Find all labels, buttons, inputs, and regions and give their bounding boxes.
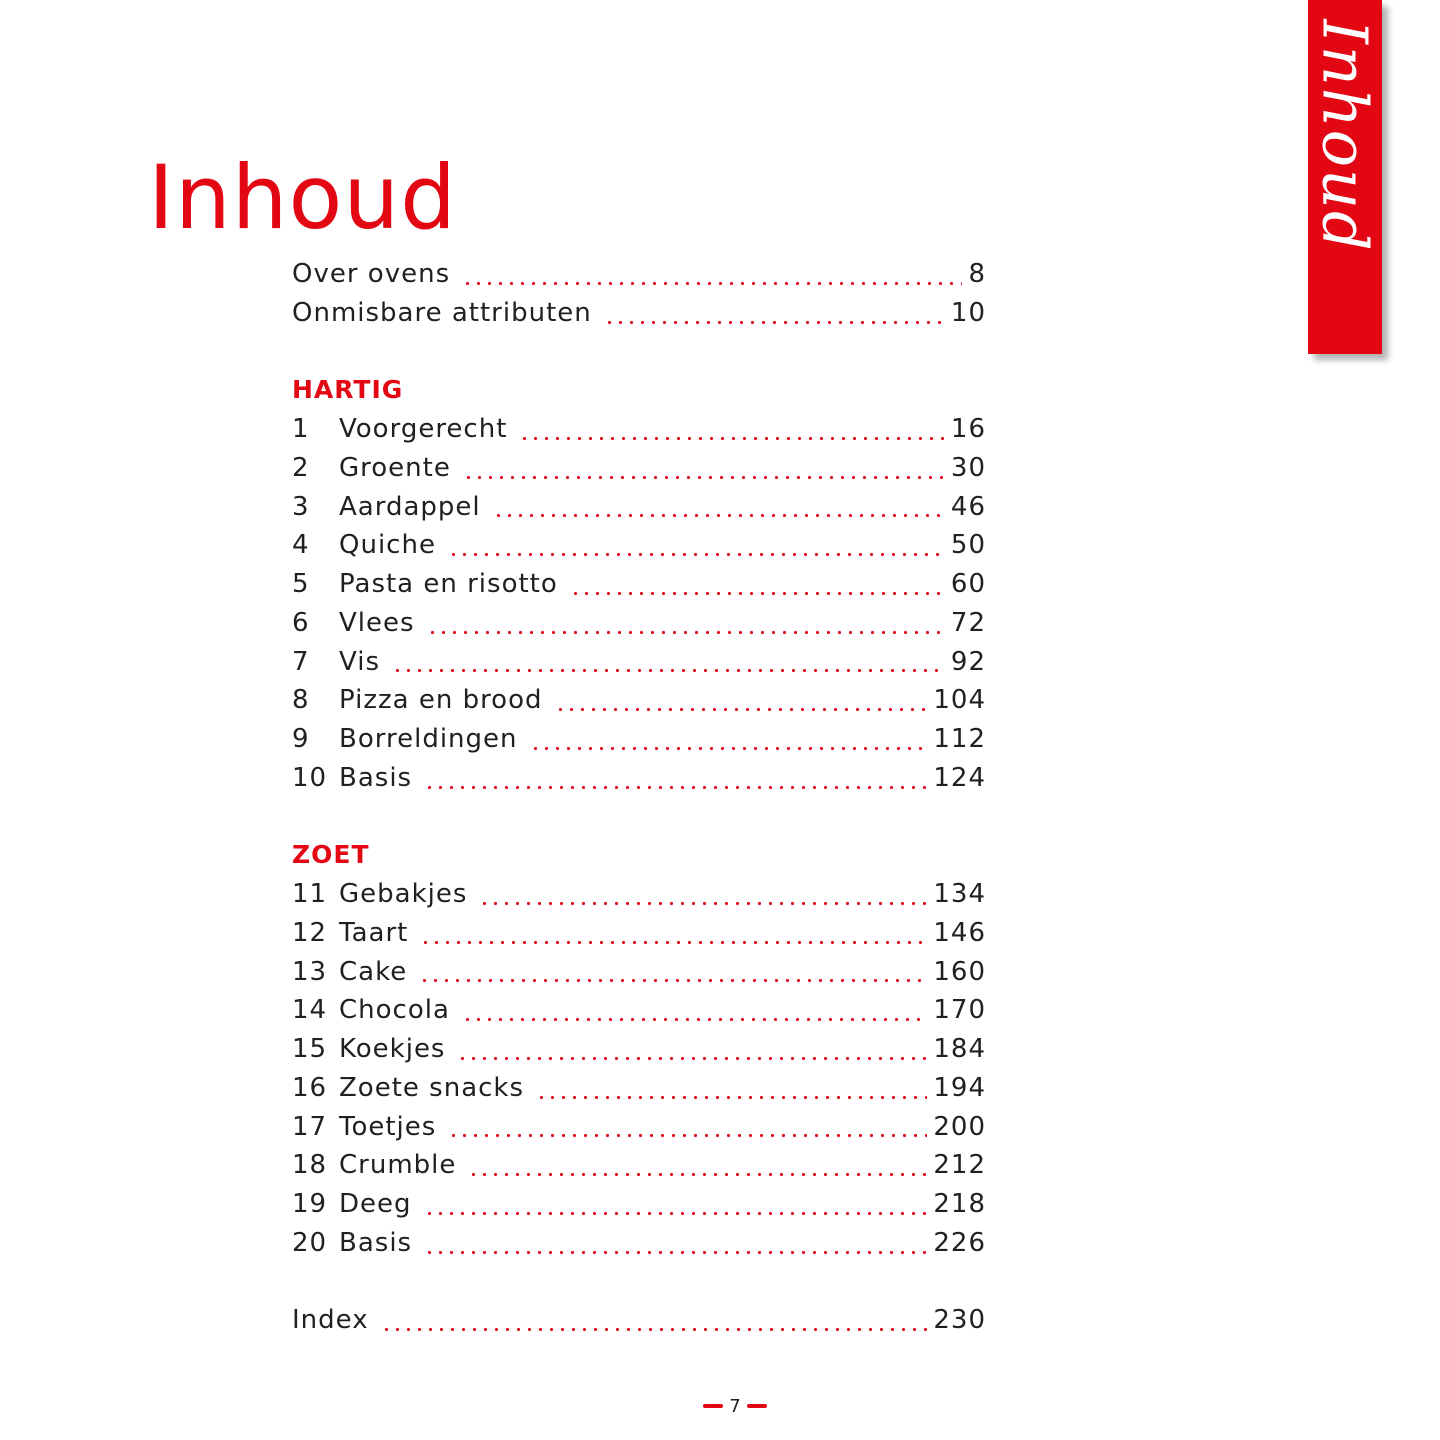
toc-label: Pizza en brood: [339, 685, 543, 716]
chapter-number: 13: [292, 956, 328, 987]
toc-row[interactable]: [292, 449, 986, 488]
toc-label: Voorgerecht: [339, 414, 508, 444]
toc-label: Vlees: [339, 607, 415, 638]
chapter-number: 7: [292, 646, 310, 677]
toc-row[interactable]: [292, 410, 986, 449]
toc-row[interactable]: [292, 488, 986, 527]
toc-row[interactable]: [292, 991, 986, 1030]
toc-row[interactable]: [292, 720, 986, 759]
toc-label: Over ovens: [292, 259, 451, 289]
toc-row[interactable]: [292, 1146, 986, 1185]
dot-leader: [519, 437, 945, 440]
toc-row-intro-1[interactable]: [292, 255, 986, 294]
chapter-number: 12: [292, 917, 328, 948]
table-of-contents: [292, 255, 986, 1340]
chapter-number: 4: [292, 530, 310, 561]
toc-label: Gebakjes: [339, 879, 468, 909]
toc-page-number: 226: [933, 1227, 986, 1258]
toc-page-number: 218: [933, 1189, 986, 1219]
toc-row[interactable]: [292, 875, 986, 914]
dot-leader: [530, 747, 928, 750]
toc-label: Crumble: [339, 1150, 457, 1181]
chapter-number: 9: [292, 724, 310, 754]
chapter-number: 11: [292, 879, 328, 909]
side-tab-label: Inhoud: [1308, 19, 1382, 253]
toc-row[interactable]: [292, 604, 986, 643]
dot-leader: [420, 941, 927, 944]
section-heading-hartig: HARTIG: [292, 375, 404, 405]
dot-leader: [463, 476, 945, 479]
side-tab: [1308, 0, 1382, 354]
toc-page-number: 212: [933, 1150, 986, 1181]
toc-page-number: 46: [950, 491, 986, 522]
chapter-number: 1: [292, 414, 310, 444]
toc-row[interactable]: [292, 565, 986, 604]
toc-label: Cake: [339, 956, 408, 987]
toc-page-number: 60: [950, 569, 986, 599]
dot-leader: [555, 708, 928, 711]
toc-label: Deeg: [339, 1189, 412, 1219]
toc-label: Basis: [339, 762, 413, 793]
toc-row-index[interactable]: [292, 1301, 986, 1340]
dot-leader: [424, 1251, 927, 1254]
toc-label: Koekjes: [339, 1034, 446, 1064]
dot-leader: [604, 321, 945, 324]
chapter-number: 18: [292, 1150, 328, 1181]
toc-row-intro-2[interactable]: [292, 294, 986, 333]
toc-row[interactable]: [292, 1224, 986, 1263]
dot-leader: [462, 282, 962, 285]
chapter-number: 6: [292, 607, 310, 638]
toc-row[interactable]: [292, 526, 986, 565]
toc-page-number: 30: [950, 452, 986, 483]
dot-leader: [536, 1096, 927, 1099]
dot-leader: [419, 979, 927, 982]
dot-leader: [392, 669, 945, 672]
page-number: 7: [729, 1395, 741, 1417]
spacer: [292, 798, 986, 837]
dot-leader: [493, 514, 945, 517]
page-footer: [700, 1392, 770, 1420]
dot-leader: [570, 592, 945, 595]
chapter-number: 17: [292, 1111, 328, 1142]
dot-leader: [427, 631, 945, 634]
chapter-number: 8: [292, 685, 310, 716]
toc-row[interactable]: [292, 1069, 986, 1108]
chapter-number: 16: [292, 1072, 328, 1103]
toc-page-number: 92: [950, 646, 986, 677]
toc-page-number: 104: [933, 685, 986, 716]
chapter-number: 2: [292, 452, 310, 483]
footer-dash-right: [747, 1404, 767, 1408]
toc-row[interactable]: [292, 914, 986, 953]
dot-leader: [424, 1212, 928, 1215]
toc-label: Borreldingen: [339, 724, 518, 754]
spacer: [292, 333, 986, 372]
toc-page-number: 170: [933, 995, 986, 1026]
toc-page-number: 194: [933, 1072, 986, 1103]
toc-page-number: 112: [933, 724, 986, 754]
toc-page-number: 200: [933, 1111, 986, 1142]
toc-label: Toetjes: [339, 1111, 437, 1142]
toc-page-number: 72: [950, 607, 986, 638]
toc-page-number: 124: [933, 762, 986, 793]
toc-page-number: 8: [968, 259, 986, 289]
dot-leader: [448, 553, 945, 556]
chapter-number: 15: [292, 1034, 328, 1064]
toc-label: Basis: [339, 1227, 413, 1258]
dot-leader: [468, 1173, 927, 1176]
chapter-number: 20: [292, 1227, 328, 1258]
toc-page-number: 184: [933, 1034, 986, 1064]
page-title: Inhoud: [148, 146, 457, 249]
toc-page-number: 134: [933, 879, 986, 909]
footer-dash-left: [703, 1404, 723, 1408]
dot-leader: [457, 1057, 927, 1060]
toc-row[interactable]: [292, 681, 986, 720]
dot-leader: [479, 902, 927, 905]
toc-label: Quiche: [339, 530, 436, 561]
toc-row[interactable]: [292, 1108, 986, 1147]
toc-page-number: 50: [950, 530, 986, 561]
dot-leader: [424, 786, 927, 789]
toc-row[interactable]: [292, 953, 986, 992]
chapter-number: 3: [292, 491, 310, 522]
toc-page-number: 16: [950, 414, 986, 444]
toc-row[interactable]: [292, 643, 986, 682]
toc-page-number: 10: [950, 297, 986, 328]
toc-label: Onmisbare attributen: [292, 297, 592, 328]
toc-row[interactable]: [292, 1030, 986, 1069]
toc-label: Zoete snacks: [339, 1072, 525, 1103]
toc-page-number: 146: [933, 917, 986, 948]
toc-label: Vis: [339, 646, 380, 677]
dot-leader: [462, 1018, 927, 1021]
dot-leader: [381, 1328, 928, 1331]
chapter-number: 19: [292, 1189, 328, 1219]
section-heading-zoet: ZOET: [292, 840, 370, 870]
toc-page-number: 230: [933, 1305, 986, 1336]
toc-label: Taart: [339, 917, 409, 948]
chapter-number: 10: [292, 762, 328, 793]
toc-row[interactable]: [292, 1185, 986, 1224]
chapter-number: 14: [292, 995, 328, 1026]
chapter-number: 5: [292, 569, 310, 599]
toc-label: Index: [292, 1305, 369, 1336]
toc-page-number: 160: [933, 956, 986, 987]
spacer: [292, 1263, 986, 1302]
toc-label: Chocola: [339, 995, 450, 1026]
dot-leader: [448, 1134, 927, 1137]
toc-row[interactable]: [292, 759, 986, 798]
toc-label: Groente: [339, 452, 451, 483]
toc-label: Pasta en risotto: [339, 569, 558, 599]
toc-label: Aardappel: [339, 491, 481, 522]
